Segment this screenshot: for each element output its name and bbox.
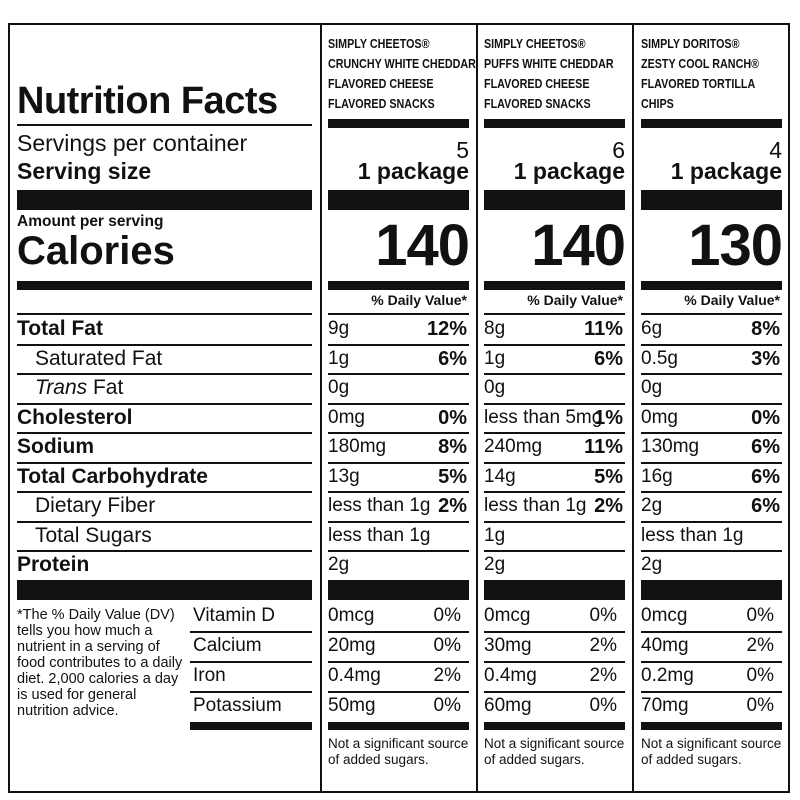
nutrient-dv: 0% <box>438 406 467 429</box>
amount-per-serving: Amount per serving <box>17 213 164 230</box>
nutrients-top-rule <box>17 313 312 315</box>
thick-rule-mid <box>17 580 312 600</box>
vitamin-dv: 0% <box>589 605 617 626</box>
nutrient-dv: 3% <box>751 347 780 370</box>
nutrient-rule <box>484 373 625 375</box>
vitamin-rule <box>190 661 312 663</box>
serving-size-label: Serving size <box>17 158 152 184</box>
vitamin-amount: 0mcg <box>641 605 688 626</box>
vitamin-bottom-rule <box>328 722 469 730</box>
nutrient-label: Saturated Fat <box>35 346 163 370</box>
nutrient-amount: 180mg <box>328 436 387 457</box>
dv-header: % Daily Value* <box>527 292 623 308</box>
vitamin-bottom-rule <box>641 722 782 730</box>
product-name-rule <box>328 119 469 128</box>
nutrient-label <box>35 375 123 401</box>
vitamin-dv: 0% <box>433 695 461 716</box>
product-name-line: FLAVORED SNACKS <box>484 97 591 111</box>
vitamin-dv: 0% <box>746 665 774 686</box>
product-name-line: SIMPLY CHEETOS® <box>328 37 430 51</box>
nutrient-amount: 0g <box>484 377 506 398</box>
product-name-line: CHIPS <box>641 97 674 111</box>
dv-header: % Daily Value* <box>371 292 467 308</box>
vitamin-amount: 20mg <box>328 635 376 656</box>
nutrient-rule <box>641 373 782 375</box>
trans-italic: Trans <box>35 376 88 399</box>
nutrient-amount: 1g <box>484 524 506 546</box>
nutrient-label: Cholesterol <box>17 405 133 429</box>
dv-rule <box>484 313 625 315</box>
nutrient-amount: 13g <box>328 465 360 487</box>
product-name-rule <box>484 119 625 128</box>
thick-rule-mid <box>328 580 469 600</box>
vitamin-dv: 2% <box>589 635 617 656</box>
vitamin-bottom-rule <box>190 722 312 730</box>
column-divider <box>476 25 478 791</box>
nutrient-label: Total Sugars <box>35 523 152 547</box>
product-name-rule <box>641 119 782 128</box>
nutrient-amount: 1g <box>484 347 506 369</box>
nutrient-rule <box>641 521 782 523</box>
added-sugar-note: Not a significant source of added sugars. <box>328 736 469 767</box>
nutrient-dv: 2% <box>438 495 467 517</box>
servings-label: Servings per container <box>17 130 248 156</box>
dv-rule <box>641 313 782 315</box>
thick-rule-top <box>641 190 782 210</box>
vitamin-rule <box>484 661 625 663</box>
vitamin-amount: 40mg <box>641 635 689 656</box>
vitamin-rule <box>641 631 782 633</box>
calories-rule <box>17 281 312 290</box>
thick-rule-top <box>328 190 469 210</box>
calories-value: 130 <box>688 213 782 278</box>
vitamin-dv: 0% <box>433 635 461 656</box>
serving-size-value: 1 package <box>513 158 625 184</box>
product-name-line: FLAVORED SNACKS <box>328 97 435 111</box>
nutrient-amount: 16g <box>641 465 673 487</box>
thick-rule-mid <box>641 580 782 600</box>
nutrient-dv: 6% <box>751 436 780 458</box>
added-sugar-note: Not a significant source of added sugars. <box>641 736 782 767</box>
nutrient-amount: 2g <box>484 554 506 575</box>
nutrient-dv: 8% <box>751 318 780 340</box>
vitamin-label: Vitamin D <box>193 605 276 626</box>
vitamin-rule <box>641 691 782 693</box>
nutrient-amount: less than 5mg <box>484 406 603 428</box>
product-name-line: FLAVORED TORTILLA <box>641 77 756 91</box>
product-name-line: SIMPLY DORITOS® <box>641 37 740 51</box>
nutrient-dv: 0% <box>751 406 780 429</box>
nutrient-amount: 6g <box>641 318 663 339</box>
servings-count: 5 <box>456 137 469 163</box>
product-name-line: FLAVORED CHEESE <box>484 77 590 91</box>
nutrient-label: Total Carbohydrate <box>17 464 208 488</box>
calories-value: 140 <box>375 213 469 278</box>
product-name-line: FLAVORED CHEESE <box>328 77 434 91</box>
nutrient-amount: 2g <box>641 554 663 575</box>
vitamin-rule <box>328 661 469 663</box>
product-name-line: SIMPLY CHEETOS® <box>484 37 586 51</box>
nutrient-amount: 240mg <box>484 436 543 457</box>
nutrient-amount: 8g <box>484 318 506 339</box>
nutrient-dv: 5% <box>438 465 467 488</box>
nutrient-amount: less than 1g <box>328 524 431 546</box>
nutrient-amount: 2g <box>328 554 350 575</box>
vitamin-amount: 0mcg <box>484 605 531 626</box>
vitamin-rule <box>328 631 469 633</box>
nutrient-dv: 8% <box>438 436 467 458</box>
vitamin-dv: 2% <box>589 665 617 686</box>
nutrient-dv: 2% <box>594 495 623 517</box>
vitamin-dv: 0% <box>589 695 617 716</box>
nutrient-rule <box>328 373 469 375</box>
nutrient-dv: 1% <box>594 406 623 429</box>
vitamin-rule <box>484 691 625 693</box>
column-divider <box>320 25 322 791</box>
vitamin-dv: 0% <box>746 695 774 716</box>
nutrient-label: Total Fat <box>17 317 103 340</box>
serving-size-value: 1 package <box>670 158 782 184</box>
dv-header: % Daily Value* <box>684 292 780 308</box>
nutrient-amount: less than 1g <box>641 524 744 546</box>
servings-count: 4 <box>769 137 782 163</box>
nutrient-label: Protein <box>17 553 90 576</box>
nutrient-amount: 0.5g <box>641 347 678 369</box>
nutrient-label: Sodium <box>17 435 94 458</box>
vitamin-bottom-rule <box>484 722 625 730</box>
nutrient-dv: 5% <box>594 465 623 488</box>
calories-rule <box>641 281 782 290</box>
vitamin-amount: 50mg <box>328 695 376 716</box>
vitamin-amount: 0mcg <box>328 605 375 626</box>
vitamin-amount: 0.4mg <box>484 665 537 686</box>
thick-rule-top <box>17 190 312 210</box>
vitamin-amount: 30mg <box>484 635 532 656</box>
nutrient-rule <box>641 550 782 552</box>
thick-rule-mid <box>484 580 625 600</box>
nutrient-amount: 0g <box>328 377 350 398</box>
nutrient-amount: 130mg <box>641 436 700 457</box>
nutrient-rule <box>328 521 469 523</box>
nutrient-amount: 2g <box>641 495 663 516</box>
nutrient-amount: 1g <box>328 347 350 369</box>
vitamin-dv: 0% <box>433 605 461 626</box>
added-sugar-note: Not a significant source of added sugars. <box>484 736 625 767</box>
product-name-line: PUFFS WHITE CHEDDAR <box>484 57 614 71</box>
product-name-line: ZESTY COOL RANCH® <box>641 57 760 71</box>
vitamin-rule <box>328 691 469 693</box>
nutrient-amount: 0mg <box>641 406 678 428</box>
calories-label: Calories <box>17 229 175 273</box>
thick-rule-top <box>484 190 625 210</box>
nutrient-rule <box>484 550 625 552</box>
product-name-line: CRUNCHY WHITE CHEDDAR <box>328 57 476 71</box>
vitamin-amount: 70mg <box>641 695 689 716</box>
vitamin-amount: 0.4mg <box>328 665 381 686</box>
nutrient-dv: 11% <box>584 318 623 340</box>
footnote: *The % Daily Value (DV) tells you how much a nutrient in a serving of food contributes to a daily diet. 2,000 calories a day is used for general nutrition advice. <box>17 607 183 719</box>
calories-value: 140 <box>531 213 625 278</box>
nutrient-dv: 6% <box>751 465 780 488</box>
vitamin-rule <box>484 631 625 633</box>
nutrient-dv: 11% <box>584 436 623 458</box>
dv-rule <box>328 313 469 315</box>
vitamin-amount: 60mg <box>484 695 532 716</box>
nutrient-amount: less than 1g <box>328 495 431 516</box>
title-rule <box>17 124 312 126</box>
servings-count: 6 <box>612 137 625 163</box>
vitamin-rule <box>641 661 782 663</box>
nutrient-amount: 14g <box>484 465 516 487</box>
nutrient-amount: 0mg <box>328 406 365 428</box>
nutrient-dv: 6% <box>438 347 467 370</box>
calories-rule <box>328 281 469 290</box>
nutrient-amount: less than 1g <box>484 495 587 516</box>
vitamin-dv: 2% <box>746 635 774 656</box>
vitamin-rule <box>190 631 312 633</box>
nutrient-dv: 6% <box>594 347 623 370</box>
nutrient-dv: 6% <box>751 495 780 517</box>
vitamin-label: Potassium <box>193 695 282 716</box>
vitamin-dv: 0% <box>746 605 774 626</box>
vitamin-dv: 2% <box>433 665 461 686</box>
title: Nutrition Facts <box>17 80 278 122</box>
column-divider <box>632 25 634 791</box>
nutrient-dv: 12% <box>426 318 467 340</box>
trans-rest: Fat <box>87 376 124 399</box>
nutrient-amount: 0g <box>641 377 663 398</box>
nutrient-amount: 9g <box>328 318 350 339</box>
nutrient-rule <box>484 521 625 523</box>
vitamin-label: Iron <box>193 665 226 686</box>
calories-rule <box>484 281 625 290</box>
nutrient-rule <box>328 550 469 552</box>
serving-size-value: 1 package <box>357 158 469 184</box>
vitamin-rule <box>190 691 312 693</box>
nutrient-label: Dietary Fiber <box>35 494 156 517</box>
vitamin-label: Calcium <box>193 635 262 656</box>
vitamin-amount: 0.2mg <box>641 665 694 686</box>
